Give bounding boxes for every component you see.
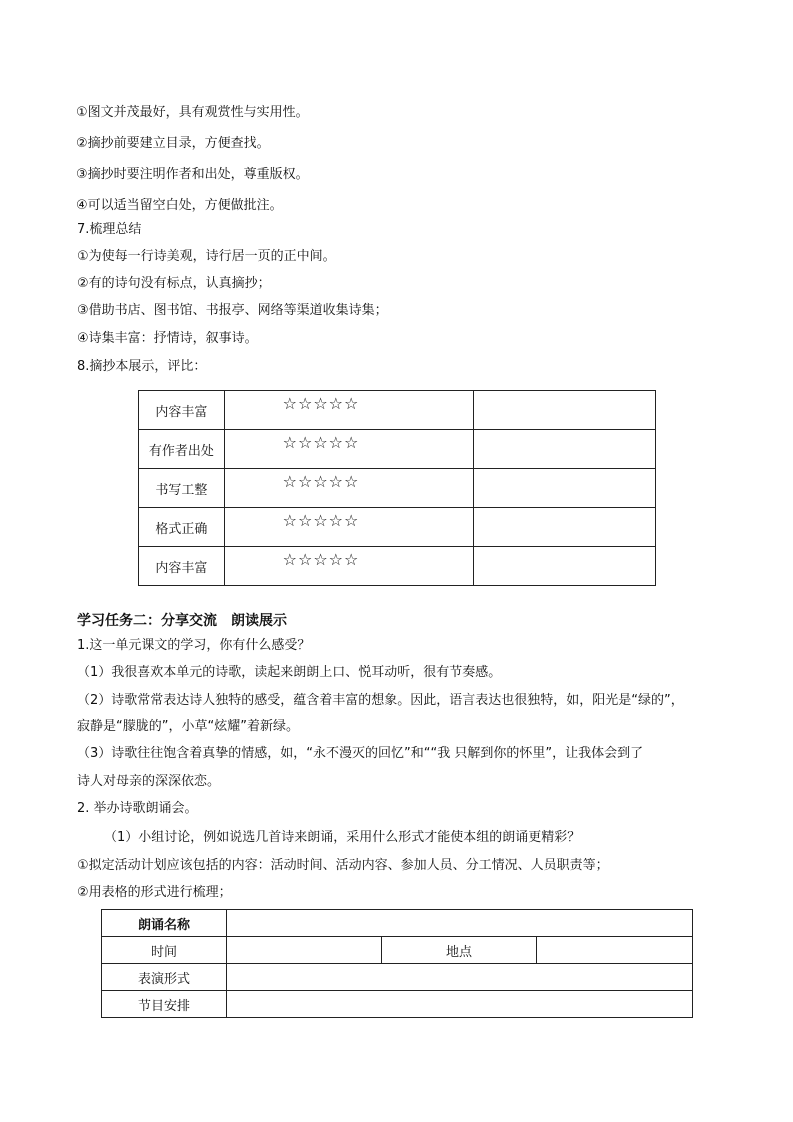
- criterion-label: 书写工整: [139, 469, 225, 508]
- time-value-cell[interactable]: [227, 937, 382, 964]
- tip-line-3: ③摘抄时要注明作者和出处，尊重版权。: [76, 167, 309, 182]
- section-8-title: 8.摘抄本展示，评比：: [77, 359, 207, 374]
- answer-2-line-2: 寂静是“朦胧的”，小草“炫耀”着新绿。: [77, 719, 299, 734]
- question-1: 1.这一单元课文的学习，你有什么感受？: [77, 638, 311, 653]
- rating-note-cell[interactable]: [473, 430, 655, 469]
- answer-2-line-1: （2）诗歌常常表达诗人独特的感受，蕴含着丰富的想象。因此，语言表达也很独特，如，阳光是“绿的”，: [77, 693, 684, 708]
- time-label: 时间: [102, 937, 227, 964]
- criterion-label: 格式正确: [139, 508, 225, 547]
- rating-note-cell[interactable]: [473, 547, 655, 586]
- rating-note-cell[interactable]: [473, 508, 655, 547]
- table-row: [139, 430, 656, 469]
- rating-note-cell[interactable]: [473, 391, 655, 430]
- answer-1: （1）我很喜欢本单元的诗歌，读起来朗朗上口、悦耳动听，很有节奏感。: [77, 665, 502, 680]
- table-row: [139, 508, 656, 547]
- program-value-cell[interactable]: [227, 991, 693, 1018]
- answer-3-line-1: （3）诗歌往往饱含着真挚的情感，如，“永不漫灭的回忆”和““我 只解到你的怀里”，让我体会到了: [77, 746, 644, 761]
- summary-line-4: ④诗集丰富：抒情诗，叙事诗。: [77, 331, 258, 346]
- summary-line-2: ②有的诗句没有标点，认真摘抄；: [77, 276, 271, 291]
- summary-line-1: ①为使每一行诗美观，诗行居一页的正中间。: [77, 249, 336, 264]
- table-row: [102, 964, 693, 991]
- star-rating[interactable]: ☆☆☆☆☆: [224, 547, 473, 586]
- task2-heading: 学习任务二：分享交流 朗读展示: [77, 613, 287, 629]
- place-label: 地点: [382, 937, 537, 964]
- tip-line-2: ②摘抄前要建立目录，方便查找。: [76, 136, 270, 151]
- section-7-title: 7.梳理总结: [77, 222, 142, 237]
- tip-line-4: ④可以适当留空白处，方便做批注。: [76, 198, 283, 213]
- criterion-label: 内容丰富: [139, 547, 225, 586]
- rating-table: [138, 390, 656, 586]
- title-label: 朗诵名称: [102, 910, 227, 937]
- plan-line-1: ①拟定活动计划应该包括的内容：活动时间、活动内容、参加人员、分工情况、人员职责等；: [77, 858, 609, 873]
- star-rating[interactable]: ☆☆☆☆☆: [224, 508, 473, 547]
- star-rating[interactable]: ☆☆☆☆☆: [224, 469, 473, 508]
- question-2: 2. 举办诗歌朗诵会。: [77, 801, 198, 816]
- table-row: [139, 391, 656, 430]
- tip-line-1: ①图文并茂最好，具有观赏性与实用性。: [76, 105, 309, 120]
- place-value-cell[interactable]: [537, 937, 693, 964]
- answer-3-line-2: 诗人对母亲的深深依恋。: [77, 774, 221, 789]
- summary-line-3: ③借助书店、图书馆、书报亭、网络等渠道收集诗集；: [77, 303, 388, 318]
- form-label: 表演形式: [102, 964, 227, 991]
- recitation-plan-table: [101, 909, 693, 1018]
- table-row: [139, 469, 656, 508]
- plan-line-2: ②用表格的形式进行梳理；: [77, 885, 232, 900]
- table-row: [102, 910, 693, 937]
- star-rating[interactable]: ☆☆☆☆☆: [224, 430, 473, 469]
- rating-note-cell[interactable]: [473, 469, 655, 508]
- title-value-cell[interactable]: [227, 910, 693, 937]
- form-value-cell[interactable]: [227, 964, 693, 991]
- criterion-label: 内容丰富: [139, 391, 225, 430]
- table-row: [102, 991, 693, 1018]
- star-rating[interactable]: ☆☆☆☆☆: [224, 391, 473, 430]
- program-label: 节目安排: [102, 991, 227, 1018]
- table-row: [139, 547, 656, 586]
- table-row: [102, 937, 693, 964]
- criterion-label: 有作者出处: [139, 430, 225, 469]
- question-2-sub: （1）小组讨论，例如说选几首诗来朗诵，采用什么形式才能使本组的朗诵更精彩？: [104, 830, 581, 845]
